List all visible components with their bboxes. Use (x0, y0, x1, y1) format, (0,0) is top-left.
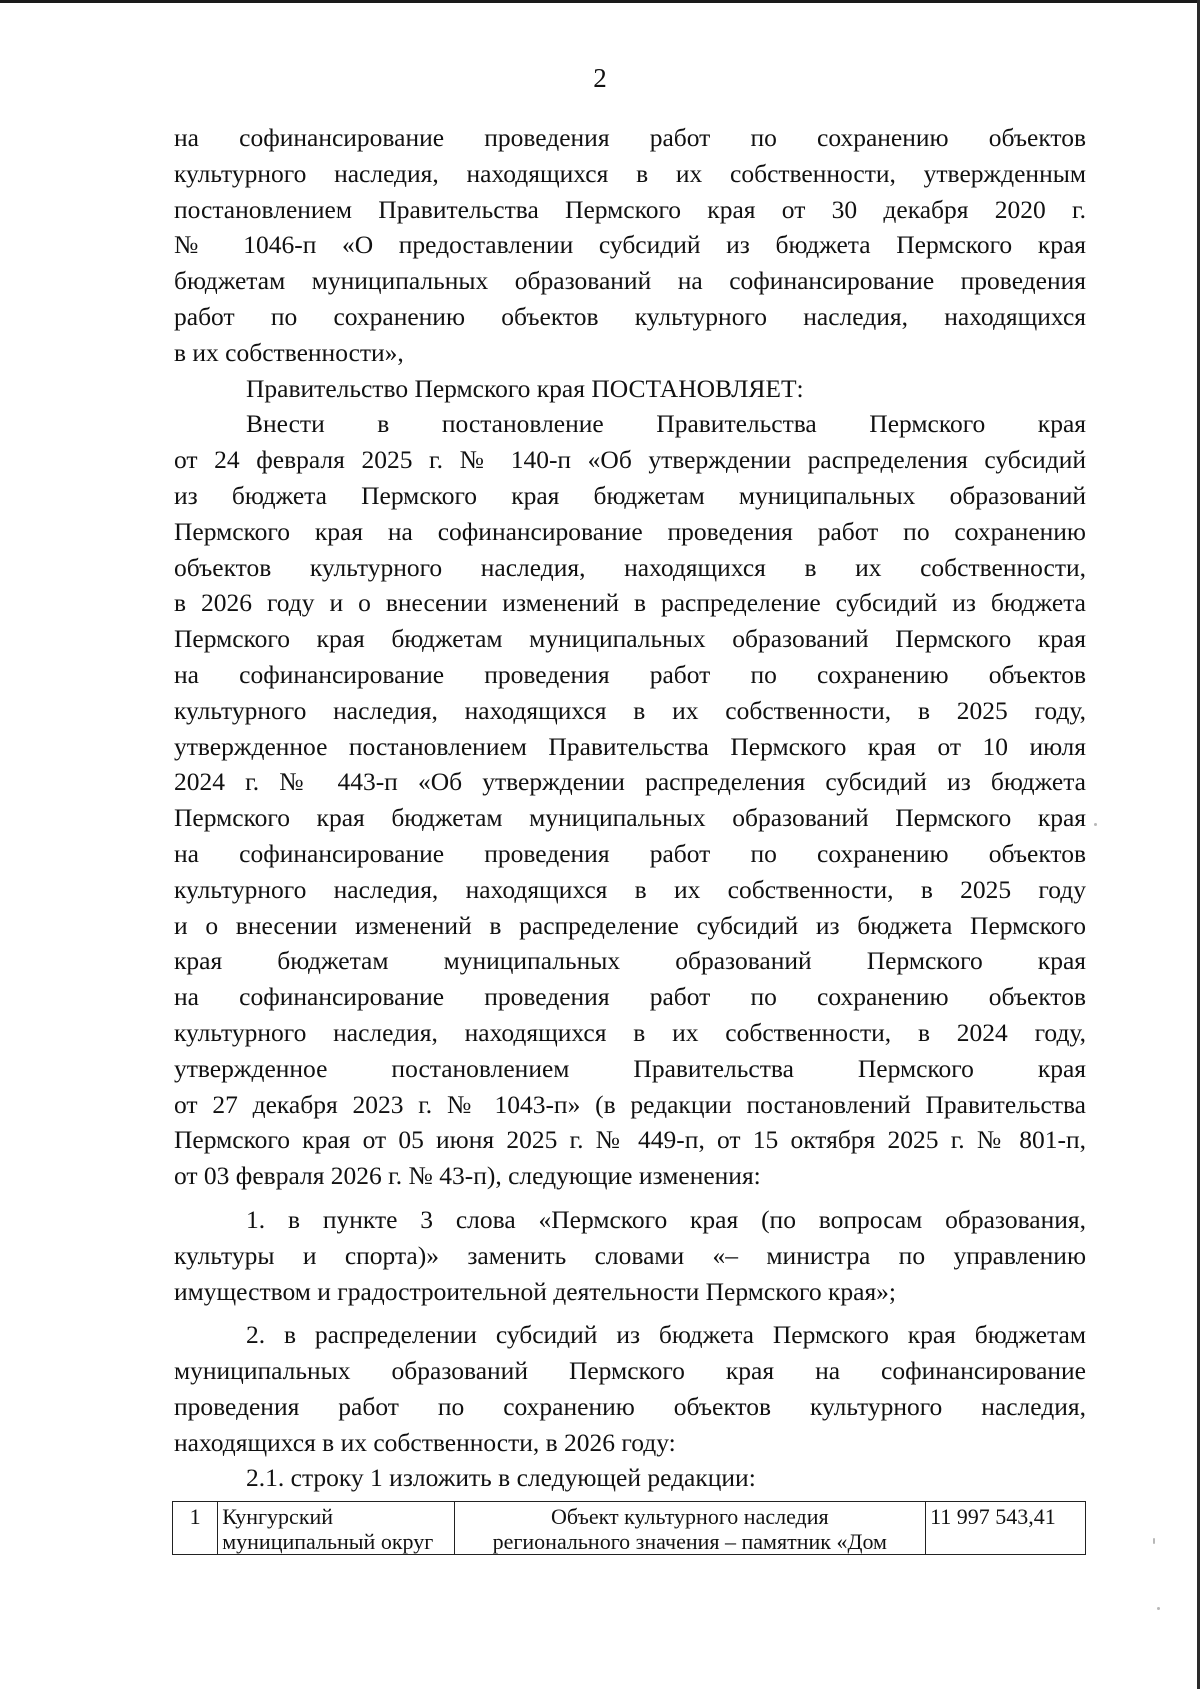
text-line: в 2026 году и о внесении изменений в распределение субсидий из бюджета (174, 588, 1086, 618)
text-line: 2. в распределении субсидий из бюджета Пермского края бюджетам (246, 1320, 1086, 1350)
text-line: из бюджета Пермского края бюджетам муниципальных образований (174, 480, 1086, 510)
text-line: № 1046-п «О предоставлении субсидий из бюджета Пермского края (174, 230, 1086, 260)
paragraph (174, 1460, 1086, 1496)
paragraph (174, 120, 1086, 371)
text-line: культуры и спорта)» заменить словами «– министра по управлению (174, 1240, 1086, 1270)
object-line: регионального значения – памятник «Дом (492, 1529, 887, 1554)
text-line: постановлением Правительства Пермского края от 30 декабря 2020 г. (174, 194, 1086, 224)
text-line: Пермского края от 05 июня 2025 г. № 449-п, от 15 октября 2025 г. № 801-п, (174, 1125, 1086, 1155)
document-body (174, 120, 1086, 1496)
text-line: Пермского края на софинансирование проведения работ по сохранению (174, 516, 1086, 546)
text-line: утвержденное постановлением Правительства Пермского края (174, 1053, 1086, 1083)
text-line: края бюджетам муниципальных образований Пермского края (174, 946, 1086, 976)
text-line-last: Правительство Пермского края ПОСТАНОВЛЯЕТ: (246, 373, 804, 403)
text-line: от 24 февраля 2025 г. № 140-п «Об утверждении распределения субсидий (174, 445, 1086, 475)
scan-speck (1094, 823, 1097, 826)
text-line: 2024 г. № 443-п «Об утверждении распределения субсидий из бюджета (174, 767, 1086, 797)
municipality-cell (218, 1502, 454, 1555)
text-line: от 27 декабря 2023 г. № 1043-п» (в редакции постановлений Правительства (174, 1089, 1086, 1119)
text-line: объектов культурного наследия, находящихся в их собственности, (174, 552, 1086, 582)
text-line: 1. в пункте 3 слова «Пермского края (по вопросам образования, (246, 1204, 1086, 1234)
text-line: бюджетам муниципальных образований на софинансирование проведения (174, 266, 1086, 296)
text-line: на софинансирование проведения работ по сохранению объектов (174, 982, 1086, 1012)
paragraph (174, 406, 1086, 1194)
text-line: культурного наследия, находящихся в их собственности, в 2024 году, (174, 1017, 1086, 1047)
text-line: на софинансирование проведения работ по сохранению объектов (174, 123, 1086, 152)
municipality-line: муниципальный округ (222, 1529, 434, 1554)
text-line: культурного наследия, находящихся в их собственности, в 2025 году, (174, 695, 1086, 725)
paragraph (174, 1317, 1086, 1460)
text-line: Внести в постановление Правительства Пермского края (246, 409, 1086, 439)
text-line-last: 2.1. строку 1 изложить в следующей редакции: (246, 1463, 756, 1493)
paragraph-gap (174, 1194, 1086, 1202)
amount-cell: 11 997 543,41 (926, 1502, 1086, 1555)
amendment-table (172, 1501, 1086, 1555)
page-number: 2 (593, 63, 607, 93)
scan-edge-top (0, 0, 1200, 3)
text-line: и о внесении изменений в распределение субсидий из бюджета Пермского (174, 910, 1086, 940)
municipality-line: Кунгурский (222, 1504, 334, 1529)
text-line: утвержденное постановлением Правительства Пермского края от 10 июля (174, 731, 1086, 761)
scan-speck (1157, 1607, 1160, 1610)
text-line: муниципальных образований Пермского края на софинансирование (174, 1356, 1086, 1386)
text-line-last: от 03 февраля 2026 г. № 43-п), следующие изменения: (174, 1161, 761, 1191)
text-line: проведения работ по сохранению объектов культурного наследия, (174, 1391, 1086, 1421)
paragraph (174, 371, 1086, 407)
paragraph-gap (174, 1309, 1086, 1317)
text-line: Пермского края бюджетам муниципальных образований Пермского края (174, 624, 1086, 654)
text-line-last: имуществом и градостроительной деятельности Пермского края»; (174, 1276, 897, 1306)
paragraph (174, 1202, 1086, 1309)
amendment-table-wrap (172, 1501, 1086, 1555)
text-line: культурного наследия, находящихся в их собственности, в 2025 году (174, 874, 1086, 904)
row-number-cell: 1 (173, 1502, 218, 1555)
text-line: на софинансирование проведения работ по сохранению объектов (174, 659, 1086, 689)
scan-speck (1153, 1538, 1155, 1544)
object-line: Объект культурного наследия (550, 1504, 829, 1529)
text-line-last: находящихся в их собственности, в 2026 году: (174, 1427, 676, 1457)
text-line: культурного наследия, находящихся в их собственности, утвержденным (174, 158, 1086, 188)
text-line: Пермского края бюджетам муниципальных образований Пермского края (174, 803, 1086, 833)
table-row (173, 1502, 1086, 1555)
text-line-last: в их собственности», (174, 337, 404, 367)
text-line: работ по сохранению объектов культурного наследия, находящихся (174, 301, 1086, 331)
text-line: на софинансирование проведения работ по сохранению объектов (174, 838, 1086, 868)
object-cell (454, 1502, 926, 1555)
